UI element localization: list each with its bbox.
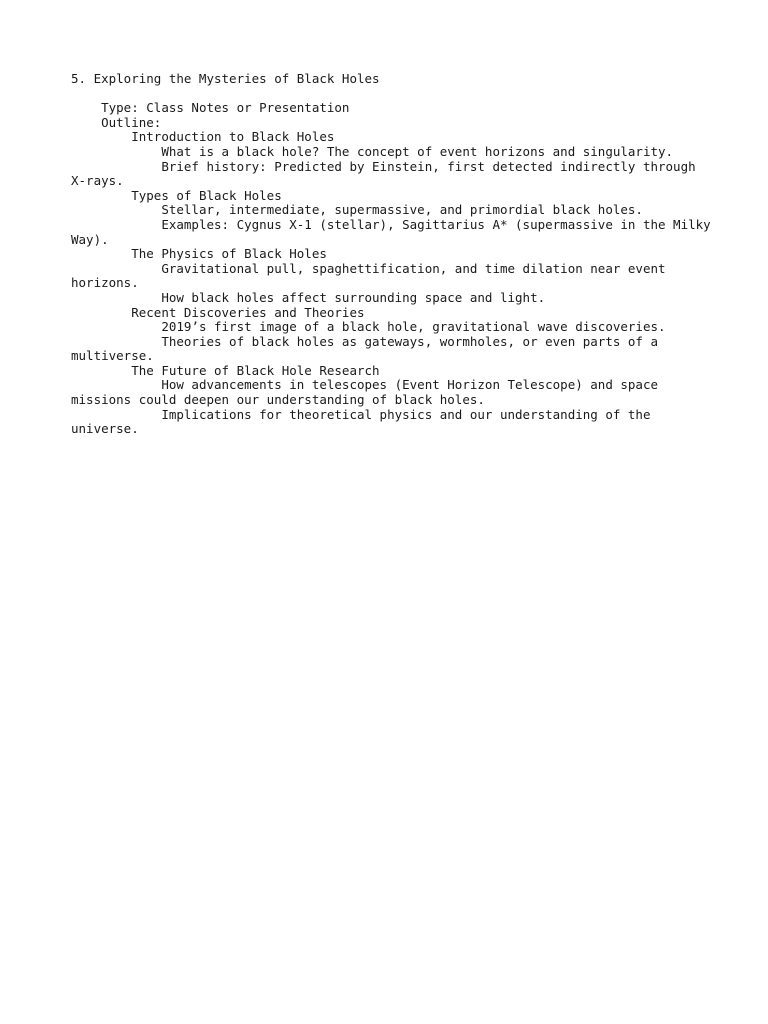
section-item-text: Brief history: Predicted by Einstein, first detected indirectly through X-rays. [71, 158, 704, 189]
section-heading [71, 130, 711, 145]
section-item-text: Stellar, intermediate, supermassive, and primordial black holes. [161, 202, 643, 218]
section-item [71, 291, 711, 306]
section-item-text: Gravitational pull, spaghettification, and time dilation near event horizons. [71, 260, 674, 291]
section-item [71, 320, 711, 335]
section-item [71, 262, 711, 291]
section-item-text: 2019’s first image of a black hole, gravitational wave discoveries. [161, 319, 666, 335]
section-item [71, 145, 711, 160]
section-item-text: How advancements in telescopes (Event Horizon Telescope) and space missions could deepen our understanding of black holes. [71, 377, 666, 408]
section-item [71, 378, 711, 407]
type-text: Type: Class Notes or Presentation [101, 100, 350, 116]
type-line [71, 101, 711, 116]
section-heading-text: The Future of Black Hole Research [131, 362, 380, 378]
section-item-text: How black holes affect surrounding space and light. [161, 289, 546, 305]
spacer [71, 87, 711, 102]
section-future [71, 364, 711, 437]
section-item [71, 335, 711, 364]
section-heading-text: Recent Discoveries and Theories [131, 304, 365, 320]
section-item-text: Theories of black holes as gateways, wormholes, or even parts of a multiverse. [71, 333, 666, 364]
section-item [71, 203, 711, 218]
section-item-text: Implications for theoretical physics and our understanding of the universe. [71, 406, 659, 437]
document-page [71, 71, 719, 437]
section-heading-text: Types of Black Holes [131, 187, 282, 203]
section-heading-text: The Physics of Black Holes [131, 246, 327, 262]
section-physics [71, 247, 711, 305]
section-item [71, 408, 711, 437]
outline-label [71, 116, 711, 131]
section-heading [71, 247, 711, 262]
section-introduction [71, 130, 711, 188]
section-recent [71, 306, 711, 364]
section-heading [71, 189, 711, 204]
document-title: 5. Exploring the Mysteries of Black Holes [71, 71, 380, 86]
section-heading-text: Introduction to Black Holes [131, 129, 335, 145]
section-heading [71, 306, 711, 321]
section-types [71, 187, 719, 247]
section-item-text: Examples: Cygnus X-1 (stellar), Sagittarius A* (supermassive in the Milky Way). [71, 216, 719, 247]
section-item [71, 216, 719, 247]
section-heading [71, 364, 711, 379]
section-item [71, 160, 711, 189]
outline-text: Outline: [101, 114, 162, 130]
section-item-text: What is a black hole? The concept of event horizons and singularity. [161, 143, 674, 159]
